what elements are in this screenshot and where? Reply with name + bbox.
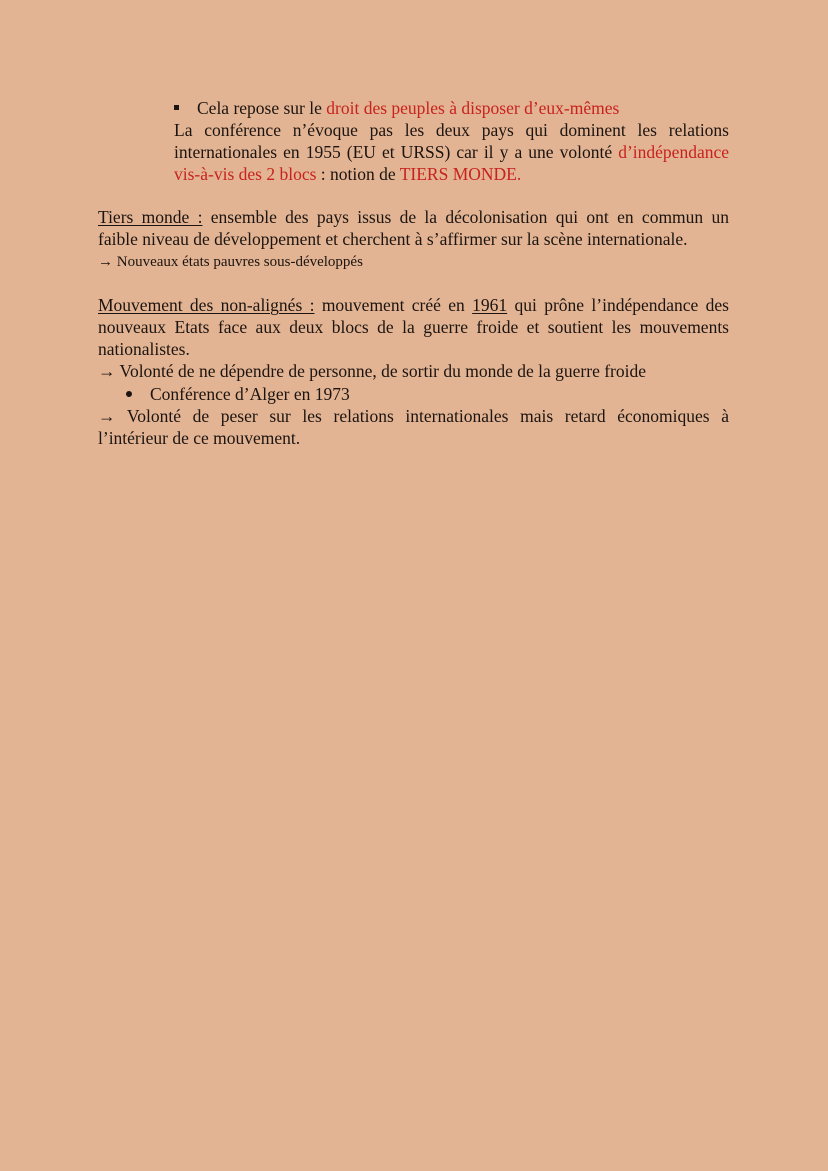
bullet-text: Conférence d’Alger en 1973 <box>150 384 350 404</box>
definition-text: ensemble des pays issus de la décolonisation qui ont en commun un <box>202 207 729 227</box>
highlight-droit-peuples: droit des peuples à disposer d’eux-mêmes <box>326 98 620 118</box>
bullet-line <box>174 97 619 119</box>
bullet-text: Cela repose sur le <box>197 98 327 118</box>
arrow-note-text: l’intérieur de ce mouvement. <box>98 428 301 448</box>
definition-non-alignes <box>98 294 729 316</box>
definition-text: faible niveau de développement et cherchent à s’affirmer sur la scène internationale. <box>98 229 688 249</box>
term-non-alignes: Mouvement des non-alignés : <box>98 295 315 315</box>
para-text: internationales en 1955 (EU et URSS) car il y a une volonté <box>174 142 619 162</box>
paragraph-line <box>174 163 521 185</box>
year-1961: 1961 <box>472 295 508 315</box>
definition-line <box>98 228 688 250</box>
paragraph-line <box>174 119 729 141</box>
definition-text: qui prône l’indépendance des <box>507 295 729 315</box>
arrow-note <box>98 405 729 427</box>
highlight-vis-a-vis: vis-à-vis des 2 blocs <box>174 164 317 184</box>
paragraph-line <box>174 141 729 163</box>
para-text: La conférence n’évoque pas les deux pays qui dominent les relations <box>174 120 729 140</box>
definition-text: nationalistes. <box>98 339 190 359</box>
arrow-note-text: → Volonté de peser sur les relations internationales mais retard économiques à <box>98 406 729 426</box>
definition-tiers-monde <box>98 206 729 228</box>
highlight-tiers-monde: TIERS MONDE. <box>399 164 522 184</box>
arrow-note-line <box>98 427 300 449</box>
definition-line <box>98 316 729 338</box>
term-tiers-monde: Tiers monde : <box>98 207 203 227</box>
arrow-note <box>98 251 363 273</box>
arrow-note-text: → Nouveaux états pauvres sous-développés <box>98 254 363 270</box>
definition-text: mouvement créé en <box>314 295 473 315</box>
definition-text: nouveaux Etats face aux deux blocs de la guerre froide et soutient les mouvements <box>98 317 729 337</box>
para-text: : notion de <box>316 164 400 184</box>
highlight-independance: d’indépendance <box>618 142 729 162</box>
definition-line <box>98 338 190 360</box>
arrow-note-text: → Volonté de ne dépendre de personne, de sortir du monde de la guerre froide <box>98 361 646 381</box>
bullet-line <box>126 383 350 405</box>
square-bullet-icon <box>174 105 179 110</box>
arrow-note <box>98 360 646 382</box>
round-bullet-icon <box>126 391 132 397</box>
